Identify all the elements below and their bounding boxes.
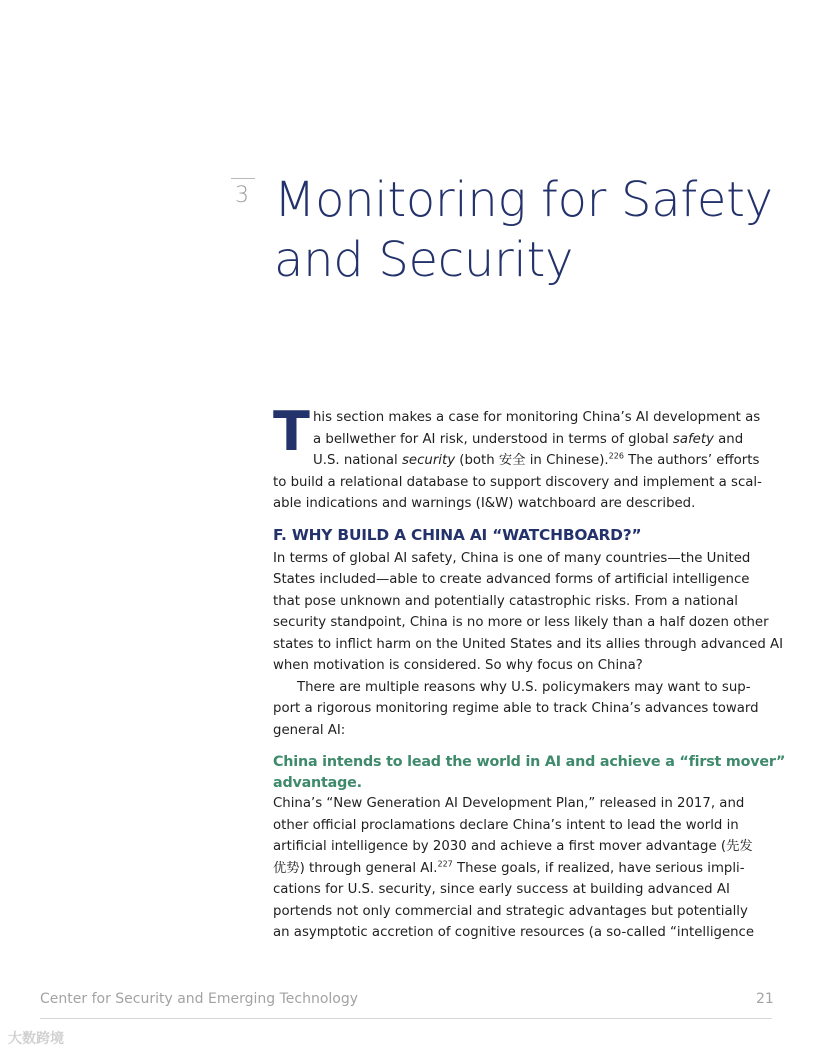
- section-paragraph-2: [273, 677, 759, 742]
- text-line: general AI:: [273, 722, 346, 738]
- text-line: China’s “New Generation AI Development Plan,” released in 2017, and: [273, 796, 745, 811]
- footnote-ref: 226: [608, 451, 624, 461]
- text-line: an asymptotic accretion of cognitive resources (a so-called “intelligence: [273, 925, 755, 940]
- intro-line-1: his section makes a case for monitoring China’s AI development as: [313, 410, 761, 425]
- text-line: port a rigorous monitoring regime able to track China’s advances toward: [273, 701, 759, 716]
- page-number: 21: [756, 991, 774, 1007]
- footer-org: Center for Security and Emerging Technology: [40, 991, 359, 1007]
- intro-line-5: able indications and warnings (I&W) watchboard are described.: [273, 496, 696, 511]
- watermark: 大数跨境: [8, 1031, 64, 1047]
- text-line: artificial intelligence by 2030 and achieve a first mover advantage (先发: [273, 839, 753, 854]
- intro-line-3: U.S. national security (both 安全 in Chinese).$^{226}$ The authors’ efforts: [313, 451, 760, 468]
- chapter-title: [274, 170, 794, 290]
- footnote-ref: 227: [437, 859, 453, 869]
- text-line: States included—able to create advanced forms of artificial intelligence: [273, 572, 750, 587]
- text-line: security standpoint, China is no more or less likely than a half dozen other: [273, 615, 769, 630]
- chapter-title-line-2: and Security: [274, 232, 574, 288]
- text-line: In terms of global AI safety, China is one of many countries—the United: [273, 550, 751, 566]
- main-content: [273, 400, 786, 944]
- intro-paragraph: [273, 400, 762, 515]
- text-line: 优势) through general AI.$^{227}$ These goals, if realized, have serious impli-: [273, 859, 745, 876]
- text-line: that pose unknown and potentially catastrophic risks. From a national: [273, 593, 738, 609]
- footer-rule: [40, 1018, 772, 1019]
- text-line: There are multiple reasons why U.S. policymakers may want to sup-: [297, 679, 751, 695]
- text-line: other official proclamations declare China’s intent to lead the world in: [273, 817, 739, 833]
- chapter-number: 3: [235, 183, 249, 208]
- subsection-heading: China intends to lead the world in AI and achieve a “first mover” advantage.: [273, 754, 786, 791]
- section-heading: F. WHY BUILD A CHINA AI “WATCHBOARD?”: [273, 525, 642, 544]
- chapter-rule: [231, 178, 255, 179]
- intro-line-4: to build a relational database to support discovery and implement a scal-: [273, 474, 762, 490]
- drop-cap: T: [273, 400, 310, 463]
- subsection-paragraph: [273, 793, 755, 944]
- text-line: states to inflict harm on the United States and its allies through advanced AI: [273, 636, 784, 652]
- chapter-title-line-1: Monitoring for Safety: [274, 172, 773, 228]
- text-line: cations for U.S. security, since early success at building advanced AI: [273, 882, 730, 897]
- text-line: when motivation is considered. So why focus on China?: [273, 658, 643, 673]
- section-paragraph-1: [273, 548, 784, 677]
- intro-line-2: a bellwether for AI risk, understood in terms of global safety and: [313, 431, 744, 447]
- text-line: portends not only commercial and strategic advantages but potentially: [273, 903, 748, 919]
